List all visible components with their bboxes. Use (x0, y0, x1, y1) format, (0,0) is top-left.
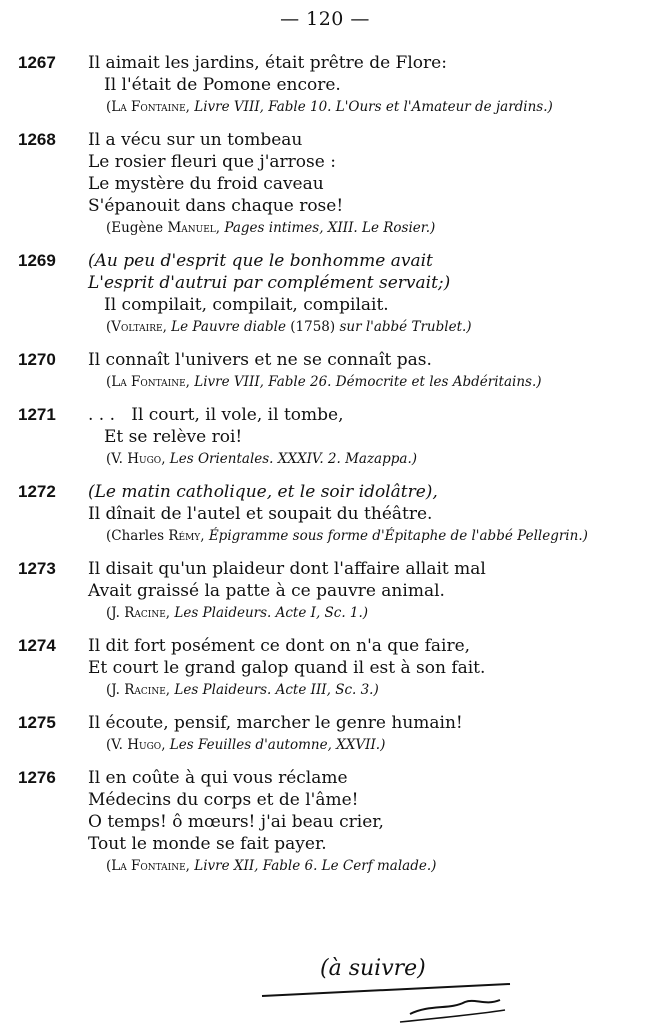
quotation-entry (18, 767, 638, 875)
verse-line: Et court le grand galop quand il est à son fait. (88, 658, 486, 678)
author: Manuel (167, 220, 216, 236)
verse-line: Il écoute, pensif, marcher le genre humain! (88, 713, 463, 733)
author: La Fontaine (111, 374, 186, 390)
entry-number: 1269 (18, 251, 56, 270)
entry-number: 1274 (18, 636, 56, 655)
quotation-entry (18, 349, 638, 391)
work-title: Livre VIII, Fable 26. Démocrite et les Abdéritains.) (194, 374, 542, 390)
entry-number: 1270 (18, 350, 56, 369)
verse-line: . . . Il court, il vole, il tombe, (88, 405, 344, 425)
entry-number: 1268 (18, 130, 56, 149)
author: Racine (124, 605, 166, 621)
quotation-entry (18, 52, 638, 116)
work-title: Épigramme sous forme d'Épitaphe de l'abbé Pellegrin.) (208, 528, 588, 544)
quotation-entry (18, 404, 638, 468)
quotation-entry (18, 558, 638, 622)
verse-line: (Au peu d'esprit que le bonhomme avait (88, 251, 433, 271)
to-be-continued-note: (à suivre) (320, 956, 426, 981)
verse-line: Il dit fort posément ce dont on n'a que faire, (88, 636, 471, 656)
verse-line: Et se relève roi! (104, 427, 243, 447)
verse-line: Médecins du corps et de l'âme! (88, 790, 359, 810)
author: Voltaire (111, 319, 163, 335)
work-title: Les Feuilles d'automne, XXVII.) (169, 737, 386, 753)
citation: (Charles Rémy, Épigramme sous forme d'Épitaphe de l'abbé Pellegrin.) (106, 528, 588, 544)
verse-line: S'épanouit dans chaque rose! (88, 196, 344, 216)
signature-flourish-icon (260, 952, 560, 1032)
quotation-entry (18, 250, 638, 336)
citation: (La Fontaine, Livre VIII, Fable 26. Démocrite et les Abdéritains.) (106, 374, 542, 390)
citation: (J. Racine, Les Plaideurs. Acte III, Sc. 3.) (106, 682, 379, 698)
citation: (Eugène Manuel, Pages intimes, XIII. Le Rosier.) (106, 220, 436, 236)
entry-number: 1276 (18, 768, 56, 787)
entry-number: 1272 (18, 482, 56, 501)
work-title: Livre XII, Fable 6. Le Cerf malade.) (194, 858, 437, 874)
citation: (La Fontaine, Livre XII, Fable 6. Le Cerf malade.) (106, 858, 437, 874)
author: La Fontaine (111, 99, 186, 115)
author: Rémy (168, 528, 201, 544)
entry-number: 1267 (18, 53, 56, 72)
citation: (V. Hugo, Les Orientales. XXXIV. 2. Mazappa.) (106, 451, 417, 467)
verse-line: Le rosier fleuri que j'arrose : (88, 152, 336, 172)
verse-line: Il en coûte à qui vous réclame (88, 768, 348, 788)
verse-line: L'esprit d'autrui par complément servait;) (88, 273, 451, 293)
verse-line: Tout le monde se fait payer. (88, 834, 327, 854)
verse-line: Il dînait de l'autel et soupait du théâtre. (88, 504, 433, 524)
handwritten-note (260, 952, 560, 1032)
verse-line: Il disait qu'un plaideur dont l'affaire allait mal (88, 559, 486, 579)
verse-line: Il compilait, compilait, compilait. (104, 295, 389, 315)
quotation-list (18, 52, 638, 888)
quotation-entry (18, 129, 638, 237)
quotation-entry (18, 481, 638, 545)
author: Racine (124, 682, 166, 698)
citation: (V. Hugo, Les Feuilles d'automne, XXVII.) (106, 737, 386, 753)
verse-line: (Le matin catholique, et le soir idolâtre), (88, 482, 438, 502)
work-title: Les Orientales. XXXIV. 2. Mazappa.) (169, 451, 417, 467)
quotation-entry (18, 712, 638, 754)
entry-number: 1275 (18, 713, 56, 732)
work-title: Livre VIII, Fable 10. L'Ours et l'Amateur de jardins.) (194, 99, 553, 115)
author: Hugo (127, 451, 162, 467)
work-title: Pages intimes, XIII. Le Rosier.) (224, 220, 436, 236)
work-title: Le Pauvre diable (171, 319, 286, 335)
work-title: Les Plaideurs. Acte III, Sc. 3.) (174, 682, 379, 698)
citation: (Voltaire, Le Pauvre diable (1758) sur l'abbé Trublet.) (106, 319, 472, 335)
quotation-entry (18, 635, 638, 699)
citation: (La Fontaine, Livre VIII, Fable 10. L'Ours et l'Amateur de jardins.) (106, 99, 553, 115)
entry-number: 1273 (18, 559, 56, 578)
verse-line: Avait graissé la patte à ce pauvre animal. (88, 581, 445, 601)
citation: (J. Racine, Les Plaideurs. Acte I, Sc. 1.) (106, 605, 369, 621)
work-title: Les Plaideurs. Acte I, Sc. 1.) (174, 605, 369, 621)
verse-line: Le mystère du froid caveau (88, 174, 324, 194)
verse-line: Il a vécu sur un tombeau (88, 130, 303, 150)
author: La Fontaine (111, 858, 186, 874)
verse-line: Il connaît l'univers et ne se connaît pas. (88, 350, 432, 370)
author: Hugo (127, 737, 162, 753)
page-number: — 120 — (280, 8, 370, 30)
verse-line: O temps! ô mœurs! j'ai beau crier, (88, 812, 384, 832)
verse-line: Il l'était de Pomone encore. (104, 75, 341, 95)
verse-line: Il aimait les jardins, était prêtre de Flore: (88, 53, 447, 73)
entry-number: 1271 (18, 405, 56, 424)
